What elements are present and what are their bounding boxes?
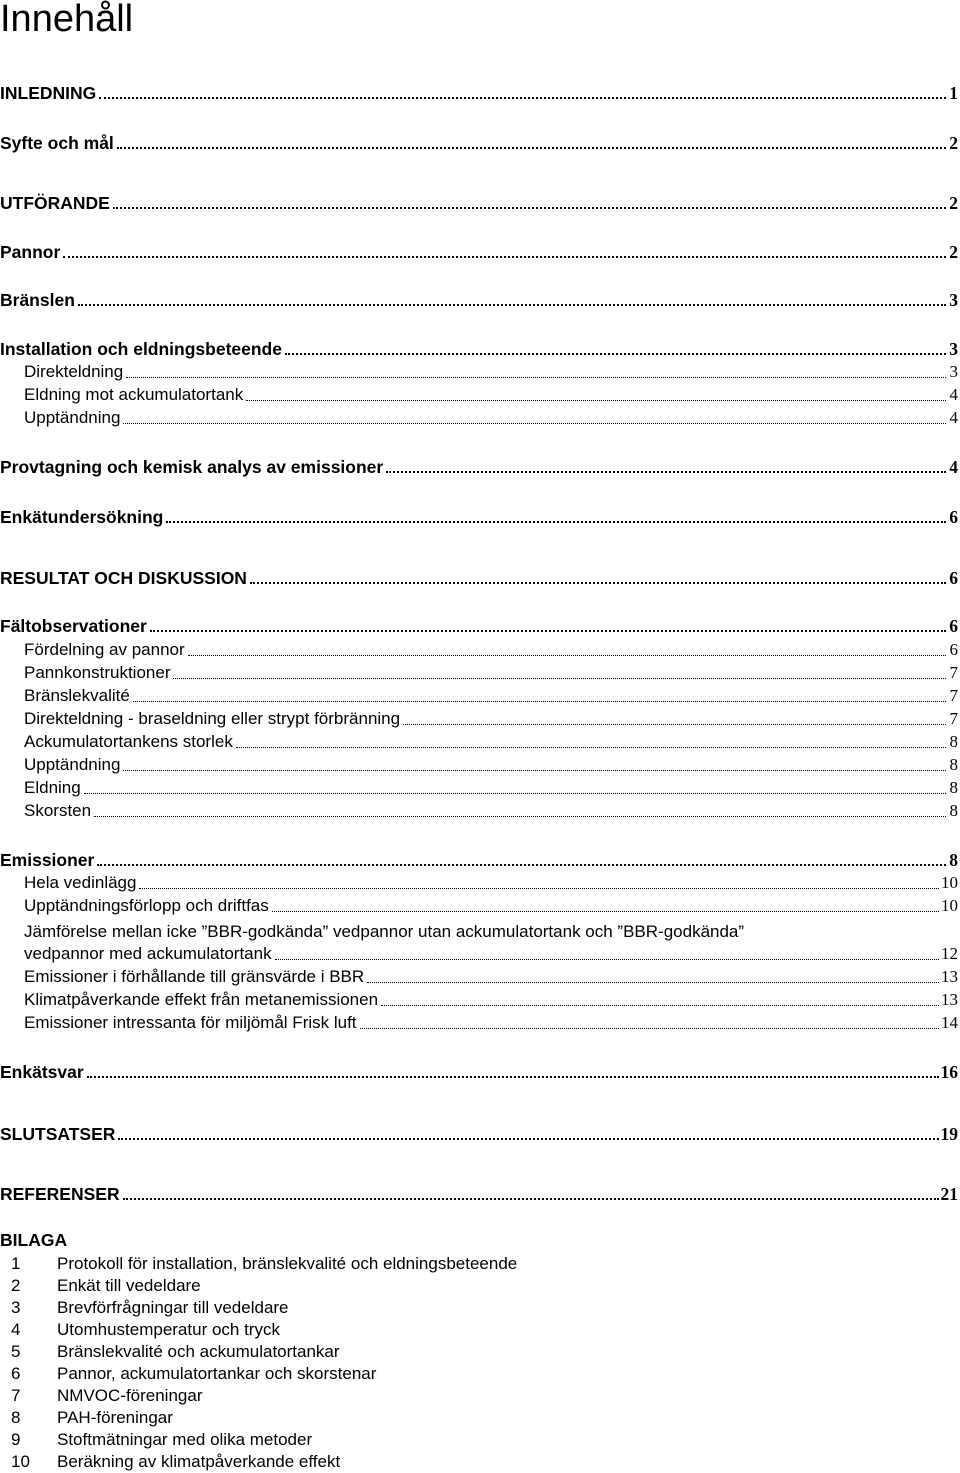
bilaga-item-text: Protokoll för installation, bränslekvalité och eldningsbeteende [57, 1254, 518, 1273]
dot-leader [381, 1005, 939, 1006]
toc-entry-label: Pannor [0, 242, 61, 262]
toc-entry-label: Emissioner intressanta för miljömål Frisk luft [24, 1013, 357, 1032]
toc-entry[interactable] [24, 966, 960, 988]
toc-page-number: 8 [949, 850, 958, 870]
toc-page-number: 6 [949, 616, 958, 636]
toc-page-number: 6 [949, 507, 958, 527]
dot-leader [97, 864, 946, 866]
toc-page-number: 7 [949, 709, 958, 728]
dot-leader [78, 304, 946, 306]
toc-entry[interactable] [24, 1012, 960, 1034]
toc-entry-label: UTFÖRANDE [0, 193, 110, 213]
toc-entry[interactable] [0, 192, 960, 214]
toc-entry-label: Provtagning och kemisk analys av emissioner [0, 457, 384, 477]
dot-leader [94, 816, 946, 817]
toc-entry[interactable] [24, 384, 960, 406]
toc-entry-label: Direkteldning - braseldning eller strypt förbränning [24, 709, 401, 728]
toc-page-number: 8 [949, 755, 958, 774]
dot-leader [173, 678, 946, 679]
bilaga-item-number: 3 [11, 1298, 21, 1317]
toc-entry[interactable] [24, 989, 960, 1011]
dot-leader [126, 377, 946, 378]
dot-leader [118, 1138, 938, 1140]
toc-entry-label: Bränslekvalité [24, 686, 130, 705]
bilaga-item-number: 6 [11, 1364, 21, 1383]
dot-leader [99, 97, 946, 99]
toc-entry[interactable] [0, 1183, 960, 1205]
toc-page-number: 3 [949, 362, 958, 381]
toc-page-number: 4 [949, 385, 958, 404]
dot-leader [123, 423, 946, 424]
toc-entry[interactable] [0, 1123, 960, 1145]
dot-leader [246, 400, 946, 401]
bilaga-item-text: Enkät till vedeldare [57, 1276, 201, 1295]
toc-entry-label: Emissioner [0, 850, 95, 870]
toc-entry[interactable] [24, 872, 960, 894]
bilaga-item-text: Bränslekvalité och ackumulatortankar [57, 1342, 340, 1361]
toc-page-number: 10 [941, 896, 958, 915]
toc-entry-label: Enkätundersökning [0, 507, 164, 527]
toc-entry-label: Skorsten [24, 801, 92, 820]
toc-page-number: 8 [949, 778, 958, 797]
bilaga-item-text: Brevförfrågningar till vedeldare [57, 1298, 289, 1317]
toc-page-number: 2 [949, 133, 958, 153]
toc-entry[interactable] [24, 708, 960, 730]
dot-leader [123, 1198, 939, 1200]
toc-entry[interactable] [0, 289, 960, 311]
toc-page-number: 8 [949, 801, 958, 820]
toc-entry-label: Bränslen [0, 290, 75, 310]
toc-entry[interactable] [0, 82, 960, 104]
toc-entry-label: Fältobservationer [0, 616, 147, 636]
dot-leader [117, 147, 946, 149]
toc-entry-label: INLEDNING [0, 83, 97, 103]
toc-entry[interactable] [24, 731, 960, 753]
bilaga-item-number: 9 [11, 1430, 21, 1449]
dot-leader [236, 747, 946, 748]
dot-leader [272, 911, 939, 912]
toc-entry[interactable] [0, 241, 960, 263]
page-title: Innehåll [0, 0, 134, 40]
toc-page-number: 8 [949, 732, 958, 751]
toc-entry-label[interactable]: Jämförelse mellan icke ”BBR-godkända” vedpannor utan ackumulatortank och ”BBR-godkända” [24, 922, 745, 941]
toc-page-number: 3 [949, 339, 958, 359]
toc-entry[interactable] [0, 132, 960, 154]
dot-leader [188, 655, 946, 656]
toc-entry[interactable] [0, 567, 960, 589]
toc-page-number: 7 [949, 686, 958, 705]
toc-entry-label: Eldning mot ackumulatortank [24, 385, 244, 404]
toc-entry[interactable] [24, 639, 960, 661]
toc-page-number: 21 [940, 1184, 958, 1204]
dot-leader [63, 256, 946, 258]
toc-page-number: 16 [940, 1062, 958, 1082]
toc-entry-label: Hela vedinlägg [24, 873, 137, 892]
bilaga-item-number: 10 [11, 1452, 30, 1471]
toc-entry-label: Upptändning [24, 408, 121, 427]
toc-entry[interactable] [0, 506, 960, 528]
toc-entry[interactable] [24, 943, 960, 965]
toc-page-number: 4 [949, 457, 958, 477]
toc-entry-label: Direkteldning [24, 362, 124, 381]
toc-entry-label: REFERENSER [0, 1184, 120, 1204]
dot-leader [250, 582, 946, 584]
bilaga-item-text: Utomhustemperatur och tryck [57, 1320, 280, 1339]
bilaga-item-number: 7 [11, 1386, 21, 1405]
toc-entry[interactable] [24, 800, 960, 822]
bilaga-item-text: Pannor, ackumulatortankar och skorstenar [57, 1364, 377, 1383]
dot-leader [360, 1028, 939, 1029]
toc-entry-label: RESULTAT OCH DISKUSSION [0, 568, 247, 588]
dot-leader [139, 888, 939, 889]
bilaga-item-text: Stoftmätningar med olika metoder [57, 1430, 313, 1449]
toc-entry-label: Installation och eldningsbeteende [0, 339, 282, 359]
toc-entry-label: Pannkonstruktioner [24, 663, 171, 682]
dot-leader [275, 959, 939, 960]
bilaga-item-number: 4 [11, 1320, 21, 1339]
bilaga-heading: BILAGA [0, 1230, 68, 1250]
toc-entry-label: Eldning [24, 778, 81, 797]
toc-entry-label: SLUTSATSER [0, 1124, 116, 1144]
toc-entry[interactable] [24, 407, 960, 429]
toc-entry-label: Ackumulatortankens storlek [24, 732, 233, 751]
bilaga-item-number: 1 [11, 1254, 21, 1273]
dot-leader [84, 793, 946, 794]
toc-entry-label: Syfte och mål [0, 133, 114, 153]
toc-page-number: 4 [949, 408, 958, 427]
toc-page-number: 6 [949, 568, 958, 588]
toc-page-number: 10 [941, 873, 958, 892]
toc-entry[interactable] [0, 1061, 960, 1083]
toc-entry[interactable] [24, 777, 960, 799]
dot-leader [403, 724, 946, 725]
bilaga-item-number: 8 [11, 1408, 21, 1427]
toc-entry-label: Klimatpåverkande effekt från metanemissionen [24, 990, 379, 1009]
bilaga-item-text: Beräkning av klimatpåverkande effekt [57, 1452, 341, 1471]
dot-leader [123, 770, 946, 771]
toc-entry[interactable] [24, 662, 960, 684]
bilaga-item-number: 2 [11, 1276, 21, 1295]
toc-entry-label: Fördelning av pannor [24, 640, 185, 659]
dot-leader [367, 982, 939, 983]
dot-leader [166, 521, 946, 523]
toc-entry-label: Enkätsvar [0, 1062, 84, 1082]
dot-leader [386, 471, 946, 473]
toc-page-number: 3 [949, 290, 958, 310]
toc-entry-label: Upptändningsförlopp och driftfas [24, 896, 269, 915]
toc-entry[interactable] [0, 849, 960, 871]
bilaga-item-number: 5 [11, 1342, 21, 1361]
toc-page-number: 2 [949, 193, 958, 213]
bilaga-item-text: PAH-föreningar [57, 1408, 173, 1427]
dot-leader [285, 353, 946, 355]
toc-page-number: 14 [941, 1013, 958, 1032]
toc-page-number: 6 [949, 640, 958, 659]
dot-leader [133, 701, 946, 702]
dot-leader [87, 1076, 939, 1078]
toc-entry[interactable] [0, 338, 960, 360]
toc-entry[interactable] [0, 615, 960, 637]
toc-page-number: 13 [941, 990, 958, 1009]
toc-entry[interactable] [24, 895, 960, 917]
toc-page-number: 2 [949, 242, 958, 262]
dot-leader [150, 630, 946, 632]
toc-page-number: 1 [949, 83, 958, 103]
toc-entry[interactable] [24, 361, 960, 383]
dot-leader [113, 207, 946, 209]
toc-page-number: 13 [941, 967, 958, 986]
toc-entry[interactable] [24, 685, 960, 707]
toc-entry-label: Upptändning [24, 755, 121, 774]
toc-entry[interactable] [24, 754, 960, 776]
toc-entry-label: vedpannor med ackumulatortank [24, 944, 272, 963]
toc-entry[interactable] [0, 456, 960, 478]
toc-page-number: 7 [949, 663, 958, 682]
bilaga-item-text: NMVOC-föreningar [57, 1386, 203, 1405]
toc-page-number: 12 [941, 944, 958, 963]
toc-page-number: 19 [940, 1124, 958, 1144]
toc-entry-label: Emissioner i förhållande till gränsvärde i BBR [24, 967, 365, 986]
